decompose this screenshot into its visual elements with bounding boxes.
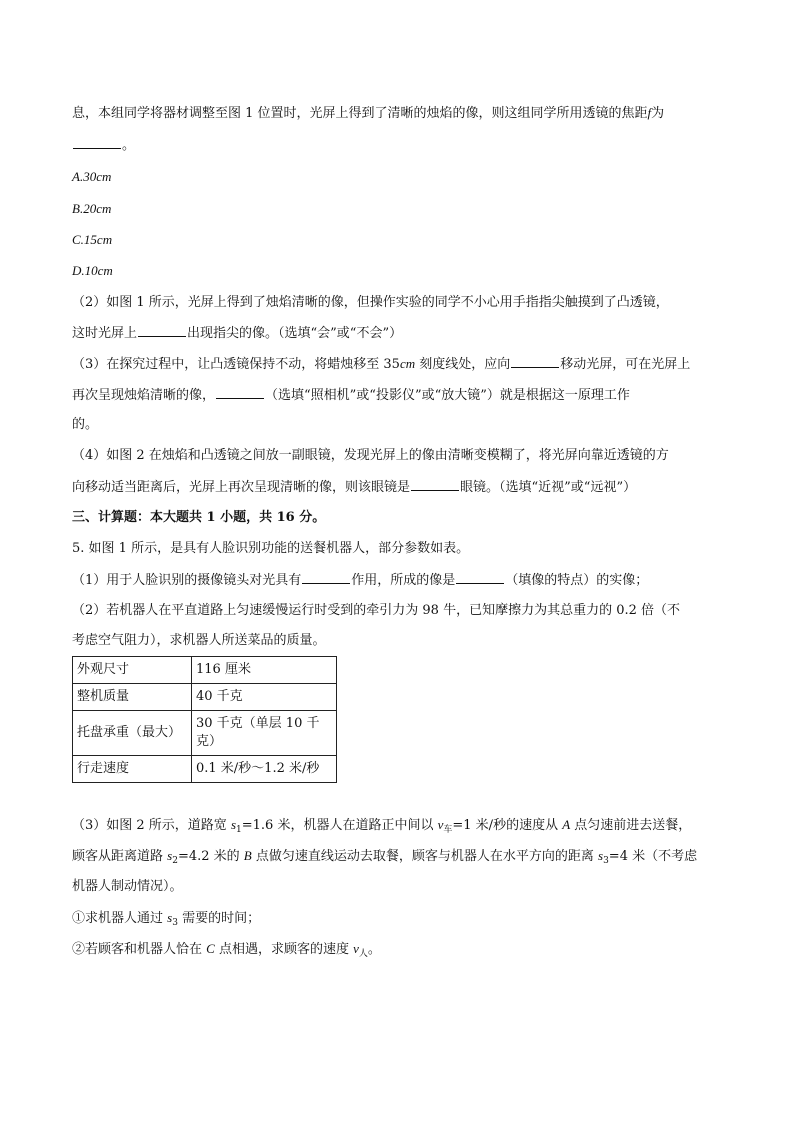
symbol-v: v [353, 941, 359, 956]
symbol-s3-sub: 3 [172, 918, 178, 928]
q4-p3-line1 [72, 355, 690, 374]
q4-p3-text-e: （选填“照相机”或“投影仪”或“放大镜”）就是根据这一原理工作 [265, 388, 630, 403]
q5-p3-line3: 机器人制动情况）。 [72, 879, 183, 894]
q4-p2-line1: （2）如图 1 所示，光屏上得到了烛焰清晰的像，但操作实验的同学不小心用手指指尖触摸到了凸透镜， [72, 295, 669, 310]
q5-p1-text-b: 作用，所成的像是 [351, 573, 456, 588]
q5-p3-text: 顾客从距离道路 [72, 849, 168, 864]
robot-params-table [72, 656, 337, 783]
option-a: A.30cm [72, 169, 112, 184]
q4-intro-text-a: 息，本组同学将器材调整至图 1 位置时，光屏上得到了清晰的烛焰的像，则这组同学所用透镜的焦距 [72, 106, 648, 121]
option-c: C.15cm [72, 232, 113, 247]
symbol-s2: s [167, 848, 173, 863]
symbol-s3: s [167, 910, 173, 925]
q4-p3-text-c: 移动光屏，可在光屏上 [560, 357, 691, 372]
q5-p3-text: （3）如图 2 所示，道路宽 [72, 818, 231, 833]
symbol-s3-sub: 3 [603, 856, 609, 866]
q5-p3-line2 [72, 847, 697, 866]
q5-p3-text: =4.2 米的 [177, 849, 244, 864]
q4-p2-line2 [72, 324, 402, 343]
symbol-v: v [437, 817, 444, 832]
answer-blank[interactable] [511, 355, 559, 368]
section-heading-n2: 16 [276, 510, 295, 525]
symbol-v-sub: 车 [443, 825, 453, 835]
point-c: C [206, 941, 215, 956]
q5-p3-text: =1 米/秒的速度从 [452, 818, 563, 833]
table-cell: 整机质量 [73, 684, 192, 711]
table-cell: 行走速度 [73, 756, 192, 783]
q5-stem: 5. 如图 1 所示，是具有人脸识别功能的送餐机器人，部分参数如表。 [72, 541, 470, 556]
q5-sub2-text: 点相遇，求顾客的速度 [214, 942, 354, 957]
table-row [73, 657, 337, 684]
q4-p3-line3: 的。 [72, 417, 99, 432]
q4-p4-line1: （4）如图 2 在烛焰和凸透镜之间放一副眼镜，发现光屏上的像由清晰变模糊了，将光屏向靠近透镜的方 [72, 448, 669, 463]
table-cell: 托盘承重（最大） [73, 711, 192, 756]
section-heading [72, 509, 325, 527]
section-heading-c: 分。 [294, 510, 326, 525]
symbol-v-sub: 人 [358, 949, 368, 959]
q4-p4-text-a: 向移动适当距离后，光屏上再次呈现清晰的像，则该眼镜是 [72, 480, 411, 495]
q4-intro-line [72, 104, 664, 123]
answer-blank[interactable] [138, 324, 186, 337]
answer-blank[interactable] [456, 571, 504, 584]
answer-blank[interactable] [302, 571, 350, 584]
q5-sub1-text: 需要的时间； [177, 911, 261, 926]
q4-intro-end: 。 [122, 138, 136, 153]
q4-intro-text-b: 为 [651, 106, 665, 121]
q4-answer-blank-line [72, 136, 135, 155]
table-cell: 30 千克（单层 10 千克） [192, 711, 337, 756]
q4-p3-text-d: 再次呈现烛焰清晰的像， [72, 388, 216, 403]
q5-p2-line2: 考虑空气阻力），求机器人所送菜品的质量。 [72, 633, 326, 648]
q4-p3-text-a: （3）在探究过程中，让凸透镜保持不动，将蜡烛移至 35 [72, 357, 400, 372]
point-b: B [243, 848, 252, 863]
q4-p3-line2 [72, 386, 630, 405]
option-b: B.20cm [72, 201, 112, 216]
q5-p3-text: 点匀速前进去送餐， [570, 818, 692, 833]
table-row [73, 684, 337, 711]
q5-sub1 [72, 909, 260, 928]
section-heading-a: 三、计算题：本大题共 [72, 510, 207, 525]
q5-p3-text: 点做匀速直线运动去取餐，顾客与机器人在水平方向的距离 [251, 849, 598, 864]
symbol-s1-sub: 1 [236, 825, 242, 835]
q5-sub2-text: 。 [367, 942, 381, 957]
q5-sub2 [72, 940, 381, 959]
answer-blank[interactable] [73, 136, 121, 149]
option-d: D.10cm [72, 263, 113, 278]
q5-p1-text-c: （填像的特点）的实像； [505, 573, 649, 588]
q5-p3-line1 [72, 816, 691, 835]
table-row [73, 756, 337, 783]
q5-p3-text: =1.6 米，机器人在道路正中间以 [241, 818, 438, 833]
q4-p3-text-b: 刻度线处，应向 [415, 357, 511, 372]
section-heading-b: 小题，共 [215, 510, 277, 525]
section-heading-n1: 1 [206, 510, 216, 525]
table-cell: 0.1 米/秒～1.2 米/秒 [192, 756, 337, 783]
q4-p2-text-b: 出现指尖的像。（选填“会”或“不会”） [187, 326, 403, 341]
symbol-s2-sub: 2 [172, 856, 178, 866]
q5-p1 [72, 571, 648, 590]
q5-sub1-text: ①求机器人通过 [72, 911, 168, 926]
q5-sub2-text: ②若顾客和机器人恰在 [72, 942, 207, 957]
q5-p2-line1: （2）若机器人在平直道路上匀速缓慢运行时受到的牵引力为 98 牛，已知摩擦力为其总重力的 0.2 倍（不 [72, 603, 681, 618]
q4-intro-f: f [647, 105, 652, 120]
q4-p2-text-a: 这时光屏上 [72, 326, 138, 341]
answer-blank[interactable] [216, 386, 264, 399]
answer-blank[interactable] [411, 478, 459, 491]
q4-p4-text-b: 眼镜。（选填“近视”或“远视”） [460, 480, 637, 495]
symbol-s1: s [230, 817, 237, 832]
q4-p3-unit: cm [399, 356, 416, 371]
symbol-s3: s [598, 848, 604, 863]
table-cell: 外观尺寸 [73, 657, 192, 684]
table-row [73, 711, 337, 756]
table-cell: 40 千克 [192, 684, 337, 711]
q5-p3-text: =4 米（不考虑 [608, 849, 698, 864]
point-a: A [562, 817, 571, 832]
q4-p4-line2 [72, 478, 636, 497]
q5-p1-text-a: （1）用于人脸识别的摄像镜头对光具有 [72, 573, 302, 588]
table-cell: 116 厘米 [192, 657, 337, 684]
